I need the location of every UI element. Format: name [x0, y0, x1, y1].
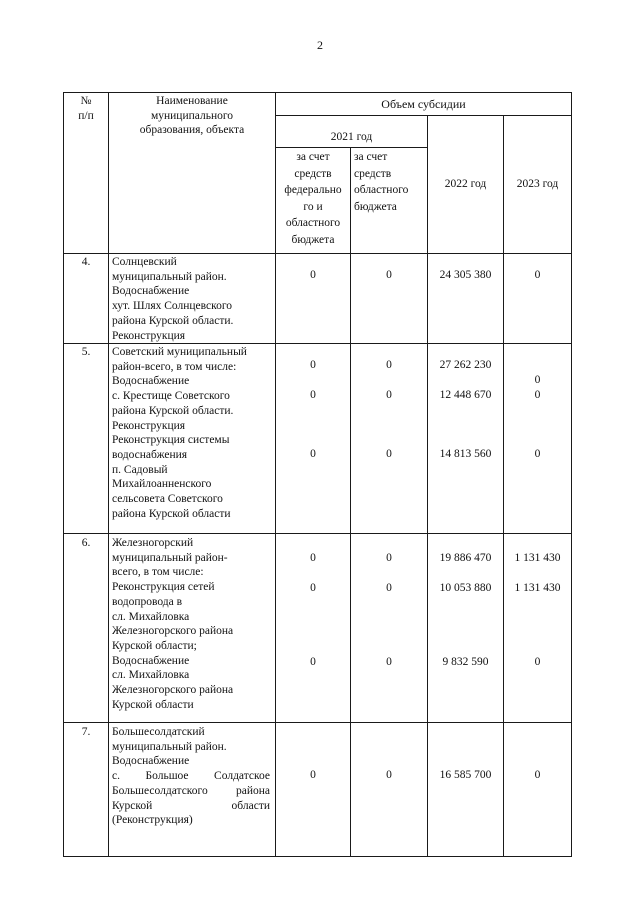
cell-federal: 0	[310, 552, 316, 564]
row-name-line: Большесолдатский	[112, 726, 205, 738]
cell-2022: 14 813 560	[439, 448, 492, 460]
cell-federal: 0	[310, 769, 316, 781]
row-name-line: (Реконструкция)	[112, 814, 193, 827]
row-divider	[63, 533, 572, 534]
subsidy-header-divider	[275, 115, 572, 116]
cell-2022: 12 448 670	[439, 389, 492, 401]
header-number: № п/п	[78, 95, 94, 122]
cell-2023: 0	[534, 389, 541, 401]
row-name	[112, 725, 270, 828]
header-year-2023: 2023 год	[516, 178, 559, 190]
cell-regional: 0	[386, 582, 392, 594]
cell-2022: 9 832 590	[442, 656, 489, 668]
column-divider	[350, 147, 351, 857]
cell-2023: 0	[534, 769, 541, 781]
header-bottom-line	[63, 253, 572, 254]
row-name-line: Курской области	[112, 799, 270, 812]
cell-2023: 0	[534, 269, 541, 281]
cell-regional: 0	[386, 769, 392, 781]
cell-2023: 1 131 430	[514, 552, 561, 564]
header-name: Наименование муниципального образования, объекта	[139, 95, 245, 137]
cell-2022: 10 053 880	[439, 582, 492, 594]
cell-federal: 0	[310, 582, 316, 594]
table-border-left	[63, 92, 64, 857]
header-year-2022: 2022 год	[444, 178, 487, 190]
row-number: 6.	[81, 537, 91, 549]
row-name-line: с. Большое Солдатское	[112, 770, 270, 783]
cell-2022: 16 585 700	[439, 769, 492, 781]
header-regional-funds: за счет средств областного бюджета	[354, 151, 409, 213]
table-border-right	[571, 92, 572, 857]
column-divider	[503, 115, 504, 857]
subsidy-table	[63, 92, 572, 857]
cell-2022: 19 886 470	[439, 552, 492, 564]
cell-2022: 27 262 230	[439, 359, 492, 371]
cell-regional: 0	[386, 656, 392, 668]
row-name: Железногорский муниципальный район- всего, в том числе: Реконструкция сетей водопровода в сл. Михайловка Железногорского района Курской области; Водоснабжение сл. Михайловка Железногорского района Курской области	[112, 537, 234, 711]
cell-2022: 24 305 380	[439, 269, 492, 281]
row-name-line: Водоснабжение	[112, 755, 190, 768]
row-name: Солнцевский муниципальный район. Водоснабжение хут. Шлях Солнцевского района Курской области. Реконструкция	[112, 256, 234, 342]
row-name: Советский муниципальный район-всего, в том числе: Водоснабжение с. Крестище Советского района Курской области. Реконструкция Реконструкция системы водоснабжения п. Садовый Михайлоанненского сельсовета Советского района Курской области	[112, 346, 247, 520]
row-name-line: муниципальный район.	[112, 740, 227, 753]
cell-regional: 0	[386, 448, 392, 460]
cell-federal: 0	[310, 389, 316, 401]
cell-federal: 0	[310, 448, 316, 460]
column-divider	[427, 115, 428, 857]
row-number: 5.	[81, 346, 91, 358]
row-name-line: Большесолдатского района	[112, 784, 270, 797]
row-number: 4.	[81, 256, 91, 268]
cell-federal: 0	[310, 269, 316, 281]
header-subsidy: Объем субсидии	[381, 97, 466, 111]
cell-2023: 1 131 430	[514, 582, 561, 594]
cell-federal: 0	[310, 656, 316, 668]
year-2021-divider	[275, 147, 427, 148]
cell-regional: 0	[386, 359, 392, 371]
row-number: 7.	[81, 726, 91, 738]
column-divider	[108, 92, 109, 857]
cell-2023: 0	[534, 374, 541, 386]
table-border-bottom	[63, 856, 572, 857]
cell-federal: 0	[310, 359, 316, 371]
cell-regional: 0	[386, 269, 392, 281]
header-federal-funds: за счет средств федерально го и областного бюджета	[284, 151, 342, 246]
page-number: 2	[317, 38, 323, 52]
header-year-2021: 2021 год	[330, 131, 373, 143]
cell-2023: 0	[534, 448, 541, 460]
cell-regional: 0	[386, 389, 392, 401]
table-border-top	[63, 92, 572, 93]
cell-regional: 0	[386, 552, 392, 564]
cell-2023: 0	[534, 656, 541, 668]
row-divider	[63, 722, 572, 723]
